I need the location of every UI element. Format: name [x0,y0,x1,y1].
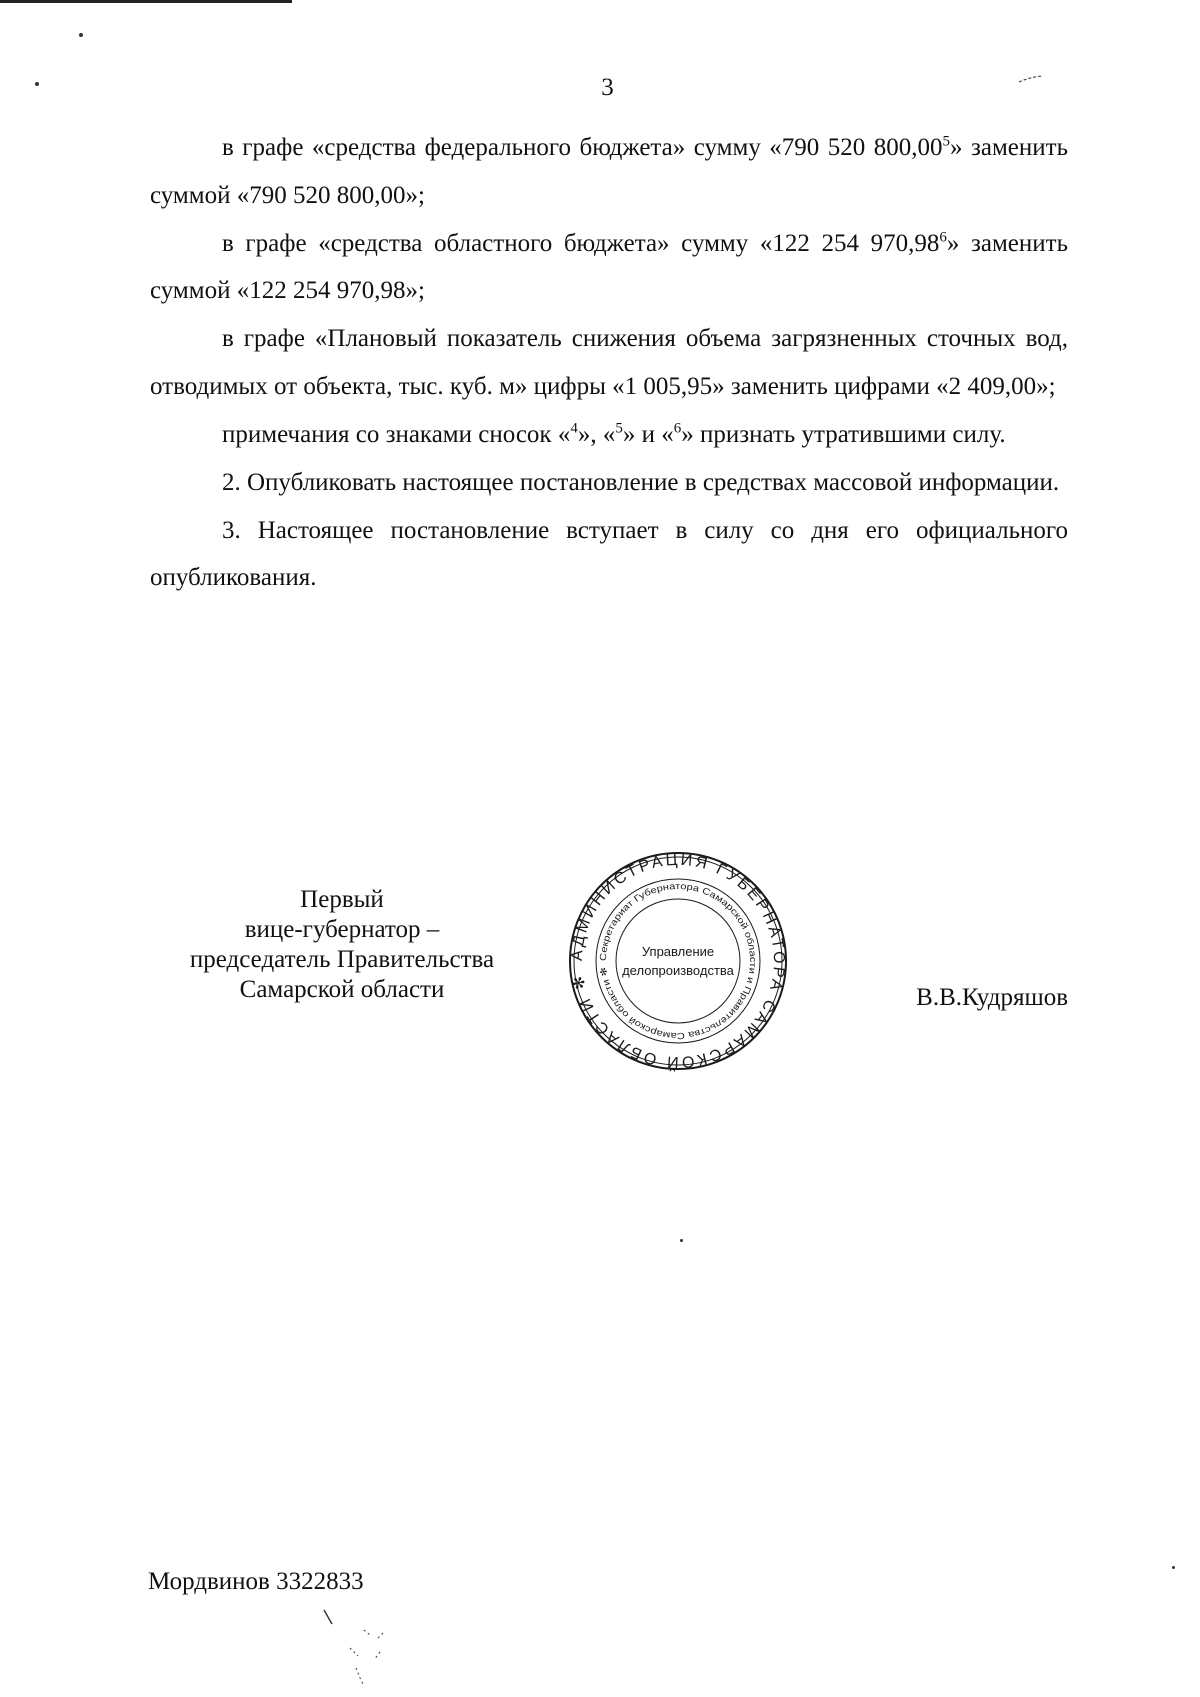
paragraph-text: в графе «средства федерального бюджета» сумму «790 520 800,00 [222,134,943,161]
seal-inner-text: Секретариат Губернатора Самарской области и Правительства Самарской области ✻ [597,880,759,1042]
paragraph [150,220,1068,315]
pen-mark [320,1608,420,1688]
signatory-name: В.В.Кудряшов [916,984,1068,1011]
paragraph-text: » признать утратившими силу. [681,420,1006,448]
signatory-title-line: вице-губернатор – [244,916,440,943]
seal-center-text: Управление [641,944,715,959]
signatory-title-line: председатель Правительства [189,946,495,973]
paragraph-text: в графе «Плановый показатель снижения объема загрязненных сточных вод, отводимых от объекта, тыс. куб. м» цифры «1 005,95» заменить цифрами «2 409,00»; [150,325,1068,400]
footnote-mark: 4 [570,420,578,437]
paragraph [150,411,1068,459]
seal-center-text: делопроизводства [622,963,734,978]
paragraph-text: » заменить суммой «122 254 970,98»; [150,229,1068,304]
footnote-mark: 6 [939,229,947,246]
paragraph-text: примечания со знаками сносок « [222,420,571,448]
scan-corner-mark [1018,74,1044,84]
paragraph-text: 3. Настоящее постановление вступает в силу со дня его официального опубликования. [150,516,1068,591]
paragraph [150,507,1068,602]
official-seal [566,849,790,1073]
paragraph [150,459,1068,507]
paragraph-text: в графе «средства областного бюджета» сумму «122 254 970,98 [222,229,940,257]
footnote-mark: 5 [942,133,951,150]
paragraph [150,124,1068,219]
paragraph-text: » и « [622,420,674,448]
document-body [150,124,1068,602]
svg-text:Секретариат Губернатора Самарс [598,881,758,1041]
scan-speck [79,33,83,37]
top-edge-rule [0,0,292,3]
page-number: 3 [601,74,614,101]
paragraph [150,315,1068,410]
executor-contact: Мордвинов 3322833 [148,1568,364,1595]
footnote-mark: 5 [615,420,623,437]
scan-speck [1172,1566,1175,1569]
seal-outer-text: АДМИНИСТРАЦИЯ ГУБЕРНАТОРА САМАРСКОЙ ОБЛАСТИ ✻ [568,851,788,1071]
signatory-title [150,885,534,1005]
footnote-mark: 6 [673,420,682,437]
paragraph-text: », « [577,420,616,448]
signatory-title-line: Первый [300,886,384,913]
paragraph-text: 2. Опубликовать настоящее постановление в средствах массовой информации. [222,468,1060,496]
paragraph-text: » заменить суммой «790 520 800,00»; [150,134,1068,209]
signatory-title-line: Самарской области [239,976,445,1003]
scan-speck [680,1239,683,1242]
